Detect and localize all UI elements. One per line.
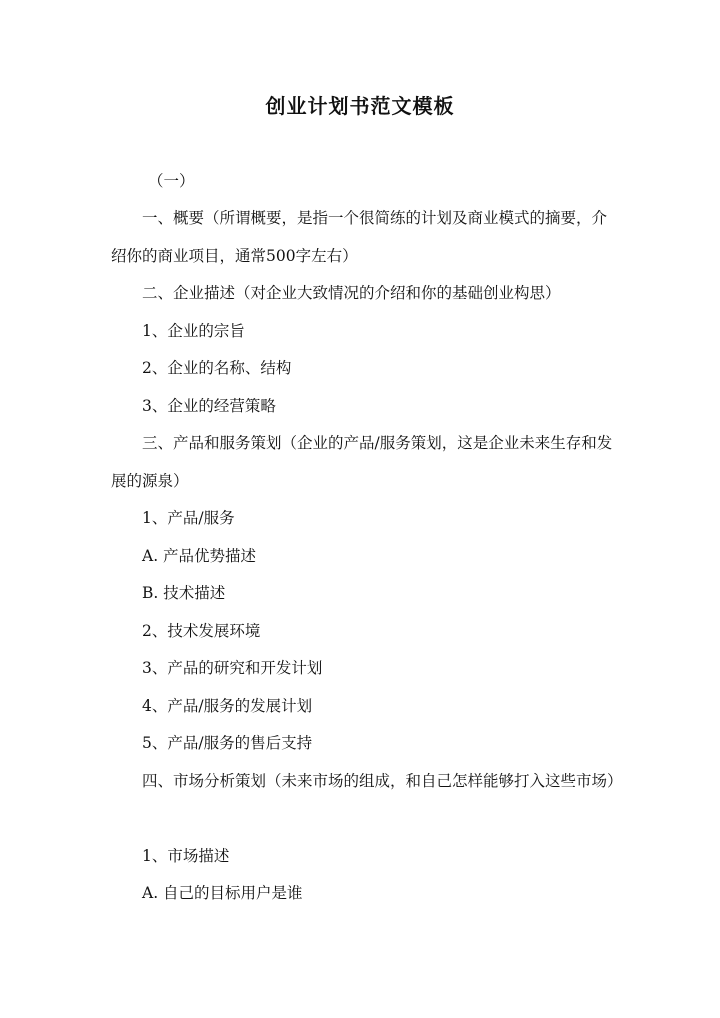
paragraph-rd-plan: 3、产品的研究和开发计划 bbox=[142, 659, 323, 677]
paragraph-development-plan: 4、产品/服务的发展计划 bbox=[142, 697, 313, 715]
paragraph-market-description: 1、市场描述 bbox=[142, 847, 230, 865]
document-title: 创业计划书范文模板 bbox=[265, 94, 455, 118]
paragraph-product-service: 1、产品/服务 bbox=[142, 509, 235, 527]
paragraph-section-marker: （一） bbox=[148, 172, 195, 190]
paragraph-product-service-planning: 三、产品和服务策划（企业的产品/服务策划，这是企业未来生存和发展的源泉） bbox=[111, 434, 613, 490]
paragraph-company-name-structure: 2、企业的名称、结构 bbox=[142, 359, 292, 377]
paragraph-product-advantage: A. 产品优势描述 bbox=[142, 547, 257, 565]
paragraph-technical-description: B. 技术描述 bbox=[142, 584, 226, 602]
paragraph-business-strategy: 3、企业的经营策略 bbox=[142, 397, 276, 415]
paragraph-after-sales-support: 5、产品/服务的售后支持 bbox=[142, 734, 313, 752]
paragraph-company-description: 二、企业描述（对企业大致情况的介绍和你的基础创业构思） bbox=[142, 284, 561, 302]
paragraph-overview: 一、概要（所谓概要，是指一个很简练的计划及商业模式的摘要，介绍你的商业项目，通常500字左右） bbox=[111, 209, 608, 265]
paragraph-target-users: A. 自己的目标用户是谁 bbox=[142, 884, 303, 902]
paragraph-technology-environment: 2、技术发展环境 bbox=[142, 622, 261, 640]
paragraph-company-purpose: 1、企业的宗旨 bbox=[142, 322, 245, 340]
paragraph-market-analysis: 四、市场分析策划（未来市场的组成，和自己怎样能够打入这些市场） bbox=[142, 772, 623, 790]
